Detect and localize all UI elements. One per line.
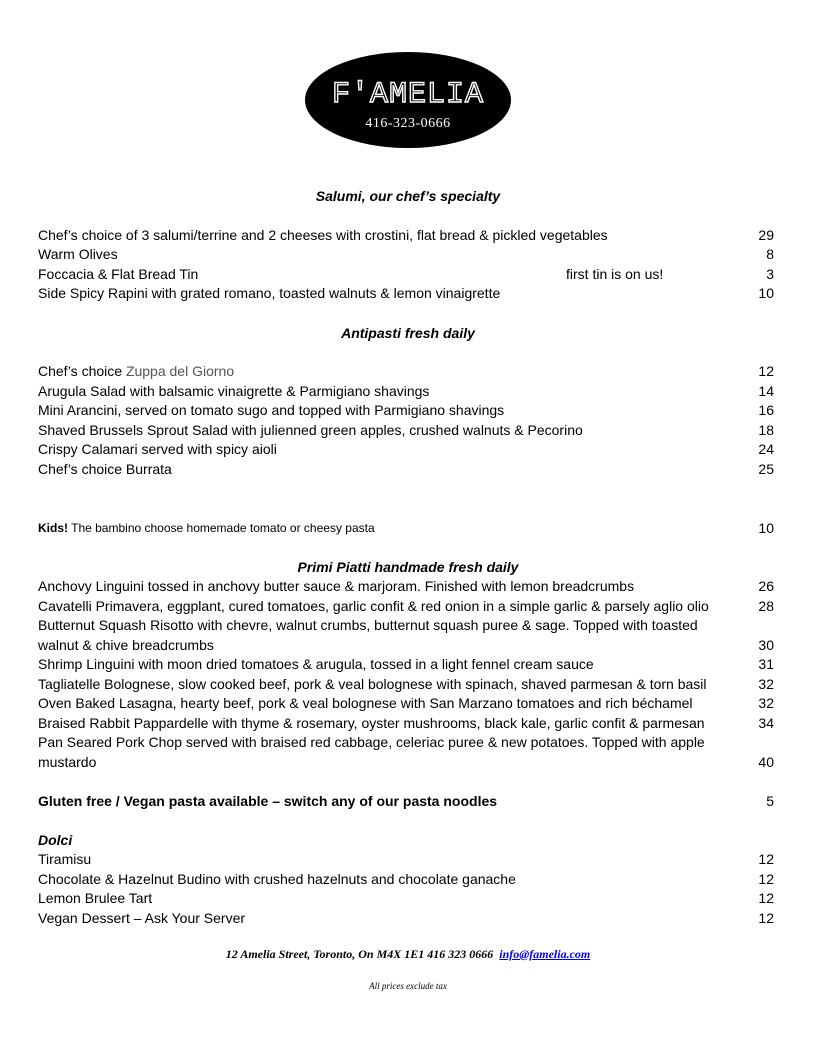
menu-item-price: 12 [758, 910, 774, 926]
menu-item-price: 8 [766, 246, 774, 262]
menu-item: Anchovy Linguini tossed in anchovy butter sauce & marjoram. Finished with lemon breadcrumbs [38, 578, 635, 594]
antipasti-heading: Antipasti fresh daily [341, 325, 475, 341]
tax-note: All prices exclude tax [369, 981, 447, 991]
menu-item-price: 12 [758, 363, 774, 379]
menu-item: Mini Arancini, served on tomato sugo and topped with Parmigiano shavings [38, 402, 505, 418]
menu-item-price: 18 [758, 422, 774, 438]
kids-text: The bambino choose homemade tomato or cheesy pasta [68, 521, 375, 535]
menu-item-price: 28 [758, 598, 774, 614]
menu-item: Shaved Brussels Sprout Salad with julienned green apples, crushed walnuts & Pecorino [38, 422, 583, 438]
footer-address-line [0, 946, 816, 962]
menu-item-price: 16 [758, 402, 774, 418]
menu-item: Cavatelli Primavera, eggplant, cured tomatoes, garlic confit & red onion in a simple garlic & parsely aglio olio [38, 598, 709, 614]
menu-item-price: 31 [758, 656, 774, 672]
menu-item-price: 12 [758, 890, 774, 906]
menu-item-price: 40 [758, 754, 774, 770]
menu-item: Shrimp Linguini with moon dried tomatoes & arugula, tossed in a light fennel cream sauce [38, 656, 594, 672]
menu-item: Arugula Salad with balsamic vinaigrette & Parmigiano shavings [38, 383, 430, 399]
primi-heading: Primi Piatti handmade fresh daily [297, 559, 519, 575]
menu-item: Butternut Squash Risotto with chevre, walnut crumbs, butternut squash puree & sage. Topped with toasted [38, 617, 698, 633]
menu-item: Chef’s choice of 3 salumi/terrine and 2 cheeses with crostini, flat bread & pickled vegetables [38, 227, 608, 243]
menu-item: Warm Olives [38, 246, 118, 262]
menu-item-price: 32 [758, 695, 774, 711]
kids-item [38, 519, 375, 537]
kids-label: Kids! [38, 521, 68, 535]
menu-item-price: 12 [758, 871, 774, 887]
footer-address: 12 Amelia Street, Toronto, On M4X 1E1 416 323 0666 [225, 947, 494, 961]
menu-item-price: 12 [758, 851, 774, 867]
logo-phone: 416-323-0666 [365, 116, 451, 131]
gluten-free-price: 5 [766, 793, 774, 809]
menu-item-continued: walnut & chive breadcrumbs [38, 637, 214, 653]
menu-item: Tagliatelle Bolognese, slow cooked beef, pork & veal bolognese with spinach, shaved parmesan & torn basil [38, 676, 707, 692]
menu-item-continued: mustardo [38, 754, 97, 770]
salumi-heading: Salumi, our chef’s specialty [315, 188, 501, 204]
menu-item-price: 25 [758, 461, 774, 477]
menu-item-price: 26 [758, 578, 774, 594]
menu-item: Pan Seared Pork Chop served with braised red cabbage, celeriac puree & new potatoes. Topped with apple [38, 734, 705, 750]
menu-item-price: 3 [766, 266, 774, 282]
menu-item-price: 30 [758, 637, 774, 653]
logo [305, 52, 511, 148]
menu-item: Vegan Dessert – Ask Your Server [38, 910, 246, 926]
email-link[interactable]: info@famelia.com [499, 947, 591, 961]
logo-name: F'AMELIA [331, 78, 485, 112]
menu-item-price: 14 [758, 383, 774, 399]
menu-item-price: 29 [758, 227, 774, 243]
menu-item: Crispy Calamari served with spicy aioli [38, 441, 277, 457]
menu-item-price: 32 [758, 676, 774, 692]
menu-item: Foccacia & Flat Bread Tin [38, 266, 199, 282]
menu-item [38, 362, 234, 380]
menu-item-prefix: Chef’s choice [38, 363, 126, 379]
gluten-free-note: Gluten free / Vegan pasta available – switch any of our pasta noodles [38, 793, 498, 809]
menu-item: Lemon Brulee Tart [38, 890, 153, 906]
dolci-heading: Dolci [38, 832, 73, 848]
menu-item-name: Zuppa del Giorno [125, 363, 235, 379]
menu-item: Braised Rabbit Pappardelle with thyme & rosemary, oyster mushrooms, black kale, garlic confit & parmesan [38, 715, 705, 731]
menu-item-price: 10 [758, 285, 774, 301]
menu-item-price: 24 [758, 441, 774, 457]
kids-price: 10 [758, 520, 774, 536]
menu-item: Side Spicy Rapini with grated romano, toasted walnuts & lemon vinaigrette [38, 285, 501, 301]
menu-item-price: 34 [758, 715, 774, 731]
menu-item-note: first tin is on us! [566, 266, 664, 282]
menu-item: Oven Baked Lasagna, hearty beef, pork & veal bolognese with San Marzano tomatoes and rich béchamel [38, 695, 693, 711]
menu-item: Chef’s choice Burrata [38, 461, 172, 477]
menu-item: Chocolate & Hazelnut Budino with crushed hazelnuts and chocolate ganache [38, 871, 516, 887]
menu-item: Tiramisu [38, 851, 92, 867]
